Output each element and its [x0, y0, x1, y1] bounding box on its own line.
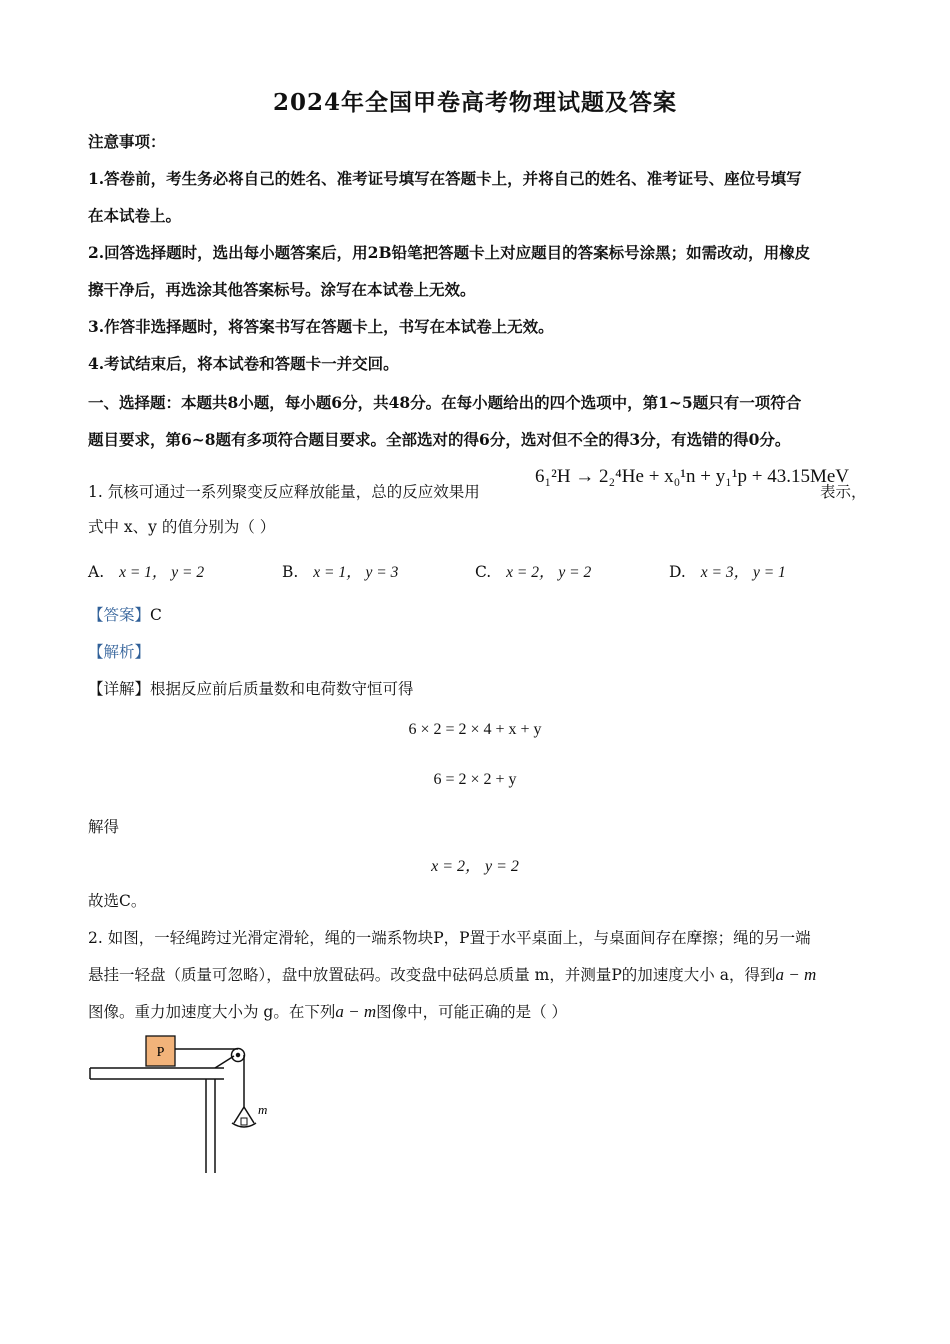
- notice-item-2b: 擦干净后，再选涂其他答案标号。涂写在本试卷上无效。: [88, 280, 476, 299]
- q1-analysis-tag: 【解析】: [88, 643, 151, 661]
- mass-label: m: [258, 1102, 268, 1117]
- block-p-label: P: [156, 1045, 165, 1060]
- pulley-axle: [237, 1054, 240, 1057]
- section1-instructions-b: 题目要求，第6~8题有多项符合题目要求。全部选对的得6分，选对但不全的得3分，有选错的得0分。: [88, 430, 791, 449]
- q2-stem-b-text: 悬挂一轻盘（质量可忽略），盘中放置砝码。改变盘中砝码总质量 m，并测量P的加速度大小 a，得到: [88, 966, 776, 984]
- q1-equation-3: x = 2， y = 2: [431, 858, 519, 875]
- answer-value: C: [150, 606, 162, 624]
- q1-option-b: [282, 560, 398, 582]
- q1-detail: [88, 678, 870, 700]
- option-c-label: C.: [475, 563, 492, 581]
- option-b-text: x = 1， y = 3: [313, 564, 399, 581]
- answer-tag: 【答案】: [88, 606, 151, 624]
- notice-item-1b: 在本试卷上。: [88, 206, 182, 225]
- option-a-text: x = 1， y = 2: [119, 564, 205, 581]
- q2-stem-b: [88, 964, 870, 986]
- q1-answer: [88, 604, 870, 626]
- option-d-label: D.: [669, 563, 686, 581]
- detail-text: 根据反应前后质量数和电荷数守恒可得: [150, 680, 414, 698]
- q1-option-c: [475, 560, 591, 582]
- pulley-bracket: [215, 1056, 234, 1068]
- q1-stem-b: 式中 x、y 的值分别为（ ）: [88, 518, 276, 536]
- q2-pulley-figure: [88, 1035, 288, 1180]
- notice-item-2a: 2.回答选择题时，选出每小题答案后，用2B铅笔把答题卡上对应题目的答案标号涂黑；如需改动，用橡皮: [88, 243, 811, 262]
- q2-stem-a: 2. 如图，一轻绳跨过光滑定滑轮，绳的一端系物块P，P置于水平桌面上，与桌面间存在摩擦；绳的另一端: [88, 929, 811, 947]
- q1-nuclear-equation: 6₁²H → 2₂⁴He + x₀¹n + y₁¹p + 43.15MeV: [535, 466, 850, 487]
- notice-item-4: 4.考试结束后，将本试卷和答题卡一并交回。: [88, 354, 399, 373]
- q1-option-a: [88, 560, 204, 582]
- notice-item-3: 3.作答非选择题时，将答案书写在答题卡上，书写在本试卷上无效。: [88, 317, 554, 336]
- q1-conclusion: 故选C。: [88, 892, 147, 910]
- option-a-label: A.: [88, 563, 105, 581]
- q1-equation-2: 6 = 2 × 2 + y: [433, 771, 517, 788]
- q2-stem-b-math: a − m: [775, 965, 817, 984]
- q2-stem-c-text-2: 图像中，可能正确的是（ ）: [376, 1003, 568, 1021]
- weight-icon: [241, 1118, 247, 1125]
- q2-stem-c-text-1: 图像。重力加速度大小为 g。在下列: [88, 1003, 336, 1021]
- option-b-label: B.: [282, 563, 299, 581]
- option-d-text: x = 3， y = 1: [700, 564, 786, 581]
- q1-stem-a-tail: 表示，: [820, 483, 867, 501]
- notice-heading: 注意事项：: [88, 132, 166, 151]
- q2-stem-c-math: a − m: [335, 1002, 377, 1021]
- option-c-text: x = 2， y = 2: [506, 564, 592, 581]
- detail-tag: 【详解】: [88, 680, 151, 698]
- q1-option-d: [669, 560, 786, 582]
- page-title: 2024年全国甲卷高考物理试题及答案: [272, 89, 677, 116]
- q1-solve-text: 解得: [88, 818, 120, 836]
- q1-stem-a: 1. 氘核可通过一系列聚变反应释放能量，总的反应效果用: [88, 483, 480, 501]
- notice-item-1a: 1.答卷前，考生务必将自己的姓名、准考证号填写在答题卡上，并将自己的姓名、准考证号、座位号填写: [88, 169, 802, 188]
- q1-equation-1: 6 × 2 = 2 × 4 + x + y: [408, 721, 542, 738]
- q2-stem-c: [88, 1001, 870, 1023]
- section1-instructions-a: 一、选择题：本题共8小题，每小题6分，共48分。在每小题给出的四个选项中，第1~5题只有一项符合: [88, 393, 802, 412]
